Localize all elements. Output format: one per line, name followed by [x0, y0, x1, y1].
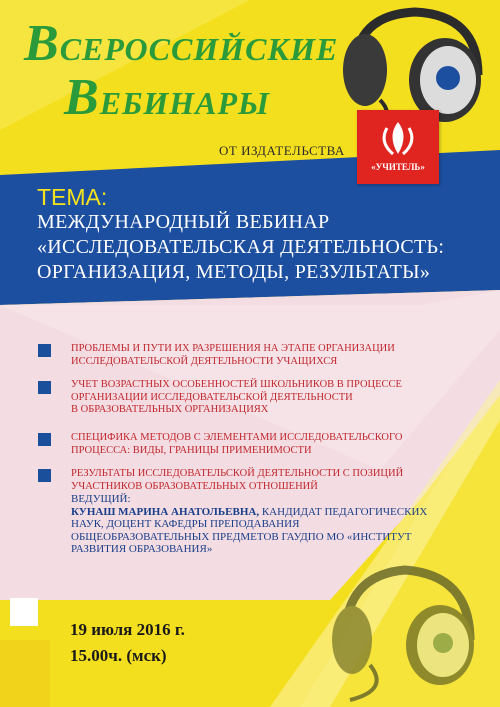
publisher-logo-icon — [357, 114, 439, 164]
square-bullet-icon — [38, 344, 51, 357]
event-date: 19 июля 2016 г. — [70, 620, 185, 639]
list-item-line: ПРОЦЕССА: ВИДЫ, ГРАНИЦЫ ПРИМЕНИМОСТИ — [71, 444, 312, 456]
host-info — [71, 493, 481, 556]
host-desc-1: КАНДИДАТ ПЕДАГОГИЧЕСКИХ — [259, 505, 428, 518]
square-bullet-icon — [38, 469, 51, 482]
publisher-logo — [357, 110, 439, 184]
topic-line-2: «ИССЛЕДОВАТЕЛЬСКАЯ ДЕЯТЕЛЬНОСТЬ: — [37, 236, 445, 258]
square-bullet-icon — [38, 433, 51, 446]
topic-line-1: МЕЖДУНАРОДНЫЙ ВЕБИНАР — [37, 211, 330, 233]
list-item-line: УЧАСТНИКОВ ОБРАЗОВАТЕЛЬНЫХ ОТНОШЕНИЙ — [71, 480, 318, 492]
title-cap-1: В — [24, 15, 60, 72]
list-item-line: РЕЗУЛЬТАТЫ ИССЛЕДОВАТЕЛЬСКОЙ ДЕЯТЕЛЬНОСТИ С ПОЗИЦИЙ — [71, 468, 404, 479]
list-item-line: УЧЕТ ВОЗРАСТНЫХ ОСОБЕННОСТЕЙ ШКОЛЬНИКОВ В ПРОЦЕССЕ — [71, 379, 402, 390]
square-bullet-icon — [38, 381, 51, 394]
list-item — [71, 468, 403, 493]
title-rest-1: СЕРОССИЙСКИЕ — [59, 31, 339, 67]
title-line-1 — [24, 14, 338, 73]
host-line-1 — [71, 506, 481, 519]
event-time: 15.00ч. (мск) — [70, 646, 167, 665]
host-label: ВЕДУЩИЙ: — [71, 493, 131, 505]
publisher-label: ОТ ИЗДАТЕЛЬСТВА — [219, 143, 345, 158]
list-item — [71, 432, 402, 457]
topic-label: ТЕМА: — [37, 184, 108, 210]
host-desc-3: ОБЩЕОБРАЗОВАТЕЛЬНЫХ ПРЕДМЕТОВ ГАУДПО МО «ИНСТИТУТ — [71, 530, 412, 543]
list-item-line: СПЕЦИФИКА МЕТОДОВ С ЭЛЕМЕНТАМИ ИССЛЕДОВАТЕЛЬСКОГО — [71, 432, 403, 443]
topic-title — [37, 210, 444, 285]
list-item — [71, 343, 395, 368]
topic-line-3: ОРГАНИЗАЦИЯ, МЕТОДЫ, РЕЗУЛЬТАТЫ» — [37, 261, 431, 283]
host-desc-4: РАЗВИТИЯ ОБРАЗОВАНИЯ» — [71, 543, 213, 555]
list-item-line: ОРГАНИЗАЦИИ ИССЛЕДОВАТЕЛЬСКОЙ ДЕЯТЕЛЬНОСТИ — [71, 391, 353, 403]
list-item — [71, 379, 402, 417]
title-cap-2: В — [64, 69, 100, 126]
host-desc-2: НАУК, ДОЦЕНТ КАФЕДРЫ ПРЕПОДАВАНИЯ — [71, 518, 300, 530]
title-rest-2: ЕБИНАРЫ — [99, 85, 271, 121]
list-item-line: ИССЛЕДОВАТЕЛЬСКОЙ ДЕЯТЕЛЬНОСТИ УЧАЩИХСЯ — [71, 355, 338, 367]
list-item-line: В ОБРАЗОВАТЕЛЬНЫХ ОРГАНИЗАЦИЯХ — [71, 404, 269, 415]
publisher-logo-text: «УЧИТЕЛЬ» — [371, 162, 425, 172]
corner-square — [10, 598, 38, 626]
list-item-line: ПРОБЛЕМЫ И ПУТИ ИХ РАЗРЕШЕНИЯ НА ЭТАПЕ ОРГАНИЗАЦИИ — [71, 343, 395, 354]
host-name: КУНАШ МАРИНА АНАТОЛЬЕВНА, — [71, 505, 260, 518]
title-line-2 — [64, 68, 270, 127]
